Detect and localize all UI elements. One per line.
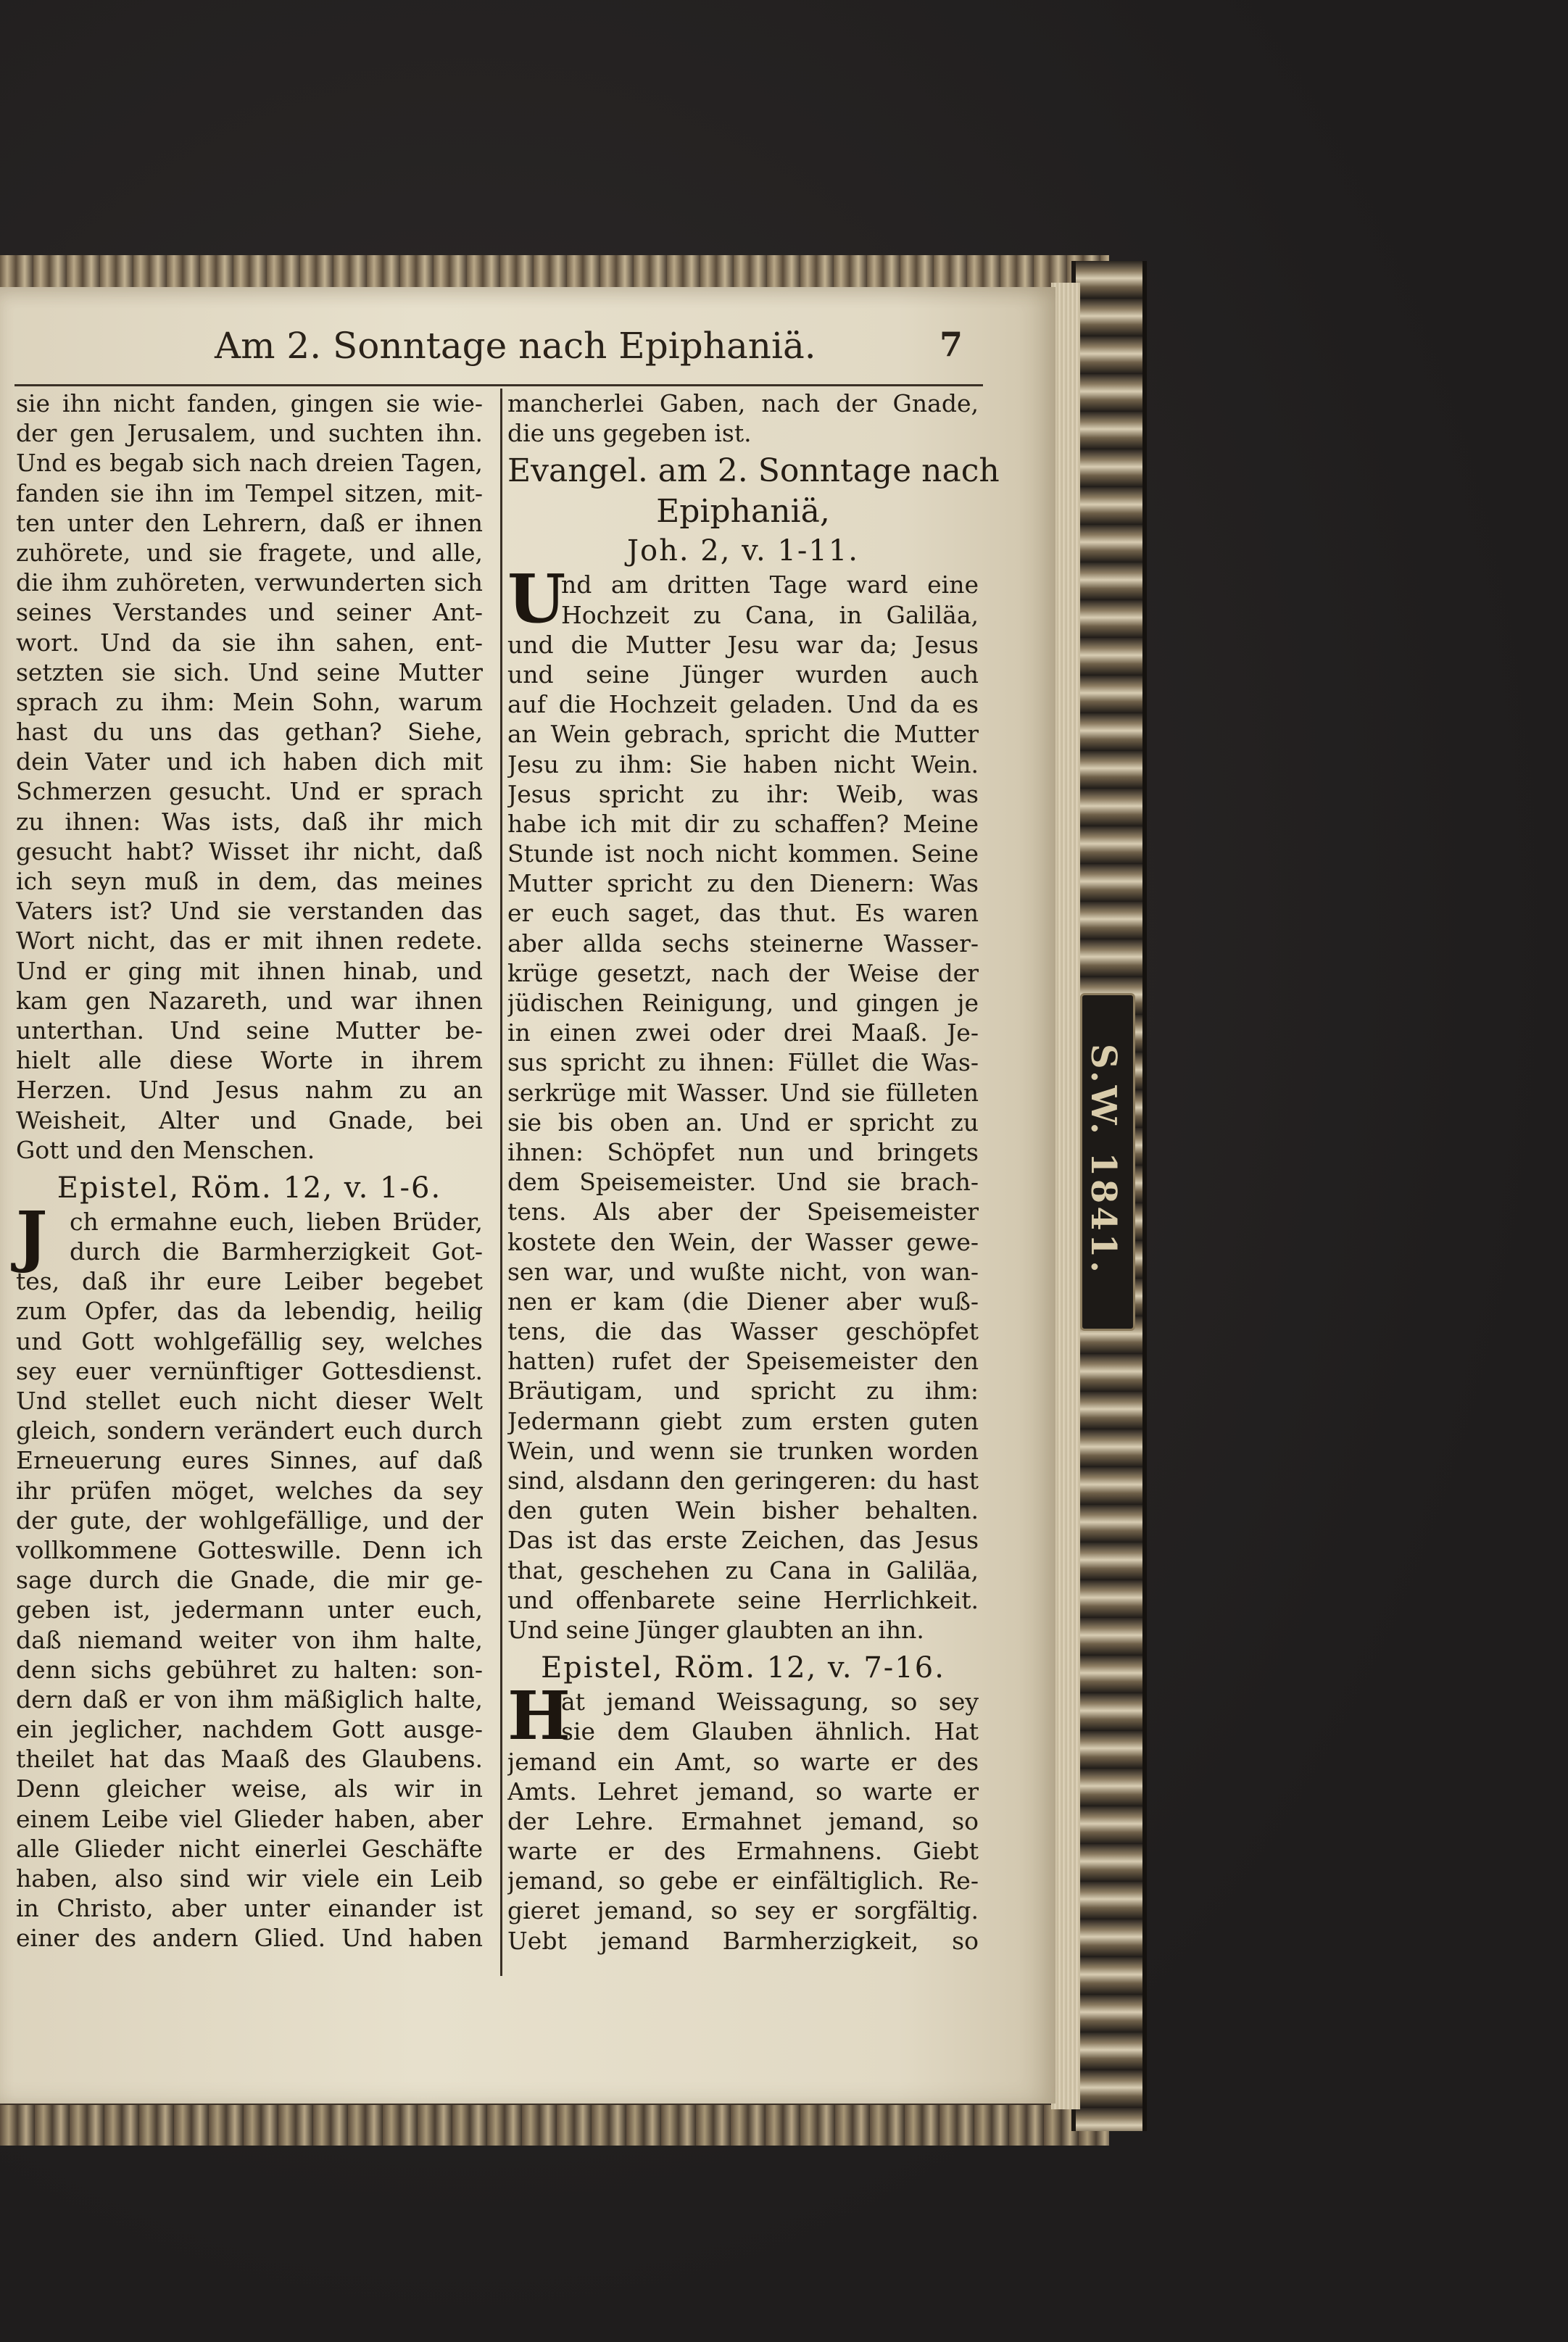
right-column bbox=[507, 389, 1000, 1956]
text-line: sie dem Glauben ähnlich. Hat bbox=[561, 1717, 979, 1746]
text-line: Amts. Lehret jemand, so warte er bbox=[507, 1777, 979, 1806]
text-line: sus spricht zu ihnen: Füllet die Was- bbox=[507, 1048, 979, 1077]
right-epistle-text bbox=[507, 1687, 979, 1956]
text-line: sind, alsdann den geringeren: du hast bbox=[507, 1466, 979, 1495]
text-line: tens, die das Wasser geschöpfet bbox=[507, 1317, 979, 1346]
text-line: krüge gesetzt, nach der Weise der bbox=[507, 958, 979, 987]
text-line: sie ihn nicht fanden, gingen sie wie- bbox=[16, 389, 483, 418]
text-line: kostete den Wein, der Wasser gewe- bbox=[507, 1227, 979, 1256]
left-epistle-title: Epistel, Röm. 12, v. 1-6. bbox=[57, 1171, 442, 1205]
text-line: that, geschehen zu Cana in Galiläa, bbox=[507, 1556, 979, 1585]
right-gospel-title-line2: Epiphaniä, bbox=[656, 493, 830, 531]
text-line: zum Opfer, das da lebendig, heilig bbox=[16, 1297, 483, 1326]
right-epistle-title: Epistel, Röm. 12, v. 7-16. bbox=[541, 1651, 945, 1685]
text-line: hatten) rufet der Speisemeister den bbox=[507, 1347, 979, 1376]
text-line: Wein, und wenn sie trunken worden bbox=[507, 1436, 979, 1465]
text-line: und seine Jünger wurden auch bbox=[507, 660, 979, 689]
text-line: seines Verstandes und seiner Ant- bbox=[16, 598, 483, 627]
text-line: sey euer vernünftiger Gottesdienst. bbox=[16, 1356, 483, 1385]
text-line: Bräutigam, und spricht zu ihm: bbox=[507, 1376, 979, 1405]
text-line: Vaters ist? Und sie verstanden das bbox=[16, 897, 483, 926]
text-line: der gen Jerusalem, und suchten ihn. bbox=[16, 419, 483, 448]
text-line: gieret jemand, so sey er sorgfältig. bbox=[507, 1896, 979, 1925]
text-line: zu ihnen: Was ists, daß ihr mich bbox=[16, 807, 483, 836]
text-line: hast du uns das gethan? Siehe, bbox=[16, 718, 483, 747]
text-line: und offenbarete seine Herrlichkeit. bbox=[507, 1585, 979, 1614]
book-bottom-edge bbox=[0, 2102, 1109, 2146]
right-epistle-dropcap: H bbox=[507, 1677, 571, 1756]
text-line: Hochzeit zu Cana, in Galiläa, bbox=[561, 600, 979, 629]
text-line: er euch saget, das thut. Es waren bbox=[507, 899, 979, 928]
text-line: in Christo, aber unter einander ist bbox=[16, 1894, 483, 1923]
text-line: in einen zwei oder drei Maaß. Je- bbox=[507, 1018, 979, 1047]
page-number: 7 bbox=[939, 325, 963, 364]
text-line: auf die Hochzeit geladen. Und da es bbox=[507, 690, 979, 719]
text-line: einem Leibe viel Glieder haben, aber bbox=[16, 1804, 483, 1833]
text-line: und die Mutter Jesu war da; Jesus bbox=[507, 630, 979, 659]
text-line: ich seyn muß in dem, das meines bbox=[16, 867, 483, 895]
text-line: fanden sie ihn im Tempel sitzen, mit- bbox=[16, 478, 483, 507]
text-line: Stunde ist noch nicht kommen. Seine bbox=[507, 839, 979, 868]
text-line: tes, daß ihr eure Leiber begebet bbox=[16, 1267, 483, 1296]
text-line: ch ermahne euch, lieben Brüder, bbox=[70, 1207, 483, 1236]
text-line: Gott und den Menschen. bbox=[16, 1135, 315, 1164]
text-line: habe ich mit dir zu schaffen? Meine bbox=[507, 809, 979, 838]
text-line: sage durch die Gnade, die mir ge- bbox=[16, 1566, 483, 1595]
text-line: setzten sie sich. Und seine Mutter bbox=[16, 657, 483, 686]
text-line: ten unter den Lehrern, daß er ihnen bbox=[16, 508, 483, 537]
text-line: aber allda sechs steinerne Wasser- bbox=[507, 929, 979, 958]
text-line: serkrüge mit Wasser. Und sie fülleten bbox=[507, 1078, 979, 1107]
right-epistle-block bbox=[507, 1677, 979, 1956]
text-line: Und seine Jünger glaubten an ihn. bbox=[507, 1615, 924, 1644]
text-line: der gute, der wohlgefällige, und der bbox=[16, 1506, 483, 1535]
right-gospel-title-line1: Evangel. am 2. Sonntage nach bbox=[507, 452, 1000, 490]
text-line: Jesu zu ihm: Sie haben nicht Wein. bbox=[507, 749, 979, 778]
text-line: sen war, und wußte nicht, von wan- bbox=[507, 1257, 979, 1286]
text-line: unterthan. Und seine Mutter be- bbox=[16, 1016, 483, 1045]
text-line: Jedermann giebt zum ersten guten bbox=[507, 1406, 979, 1435]
left-epistle-block bbox=[16, 1196, 483, 1953]
text-line: jemand ein Amt, so warte er des bbox=[507, 1747, 979, 1776]
right-gospel-reference: Joh. 2, v. 1-11. bbox=[626, 534, 860, 568]
text-line: der Lehre. Ermahnet jemand, so bbox=[507, 1806, 979, 1835]
running-header: Am 2. Sonntage nach Epiphaniä. bbox=[215, 325, 816, 367]
text-line: Erneuerung eures Sinnes, auf daß bbox=[16, 1446, 483, 1475]
text-line: Herzen. Und Jesus nahm zu an bbox=[16, 1076, 483, 1105]
text-line: Weisheit, Alter und Gnade, bei bbox=[16, 1105, 483, 1134]
text-line: dern daß er von ihm mäßiglich halte, bbox=[16, 1685, 483, 1714]
text-line: geben ist, jedermann unter euch, bbox=[16, 1595, 483, 1624]
text-line: mancherlei Gaben, nach der Gnade, bbox=[507, 389, 979, 418]
text-line: ihr prüfen möget, welches da sey bbox=[16, 1476, 483, 1505]
text-line: die uns gegeben ist. bbox=[507, 419, 752, 448]
right-gospel-block bbox=[507, 560, 979, 1645]
page-fore-edge bbox=[1051, 283, 1080, 2109]
text-line: Und er ging mit ihnen hinab, und bbox=[16, 956, 483, 985]
text-line: Und es begab sich nach dreien Tagen, bbox=[16, 449, 483, 478]
text-line: einer des andern Glied. Und haben bbox=[16, 1924, 483, 1953]
text-line: nd am dritten Tage ward eine bbox=[561, 570, 979, 599]
text-line: sie bis oben an. Und er spricht zu bbox=[507, 1108, 979, 1137]
text-line: Mutter spricht zu den Dienern: Was bbox=[507, 869, 979, 898]
text-line: den guten Wein bisher behalten. bbox=[507, 1496, 979, 1525]
right-gospel-dropcap: U bbox=[507, 560, 566, 639]
text-line: jüdischen Reinigung, und gingen je bbox=[507, 989, 979, 1017]
text-line: nen er kam (die Diener aber wuß- bbox=[507, 1287, 979, 1316]
text-line: sprach zu ihm: Mein Sohn, warum bbox=[16, 687, 483, 716]
text-line: die ihm zuhöreten, verwunderten sich bbox=[16, 568, 483, 597]
text-line: denn sichs gebühret zu halten: son- bbox=[16, 1655, 483, 1684]
text-line: Jesus spricht zu ihr: Weib, was bbox=[507, 779, 979, 808]
right-top-text bbox=[507, 389, 979, 448]
text-line: Schmerzen gesucht. Und er sprach bbox=[16, 777, 483, 806]
text-line: dem Speisemeister. Und sie brach- bbox=[507, 1168, 979, 1197]
left-epistle-text bbox=[16, 1207, 483, 1953]
text-line: dein Vater und ich haben dich mit bbox=[16, 747, 483, 776]
text-line: vollkommene Gotteswille. Denn ich bbox=[16, 1535, 483, 1564]
left-gospel-continuation bbox=[16, 389, 483, 1165]
text-line: ihnen: Schöpfet nun und bringets bbox=[507, 1137, 979, 1166]
text-line: kam gen Nazareth, und war ihnen bbox=[16, 986, 483, 1015]
left-column bbox=[16, 389, 483, 1953]
text-line: durch die Barmherzigkeit Got- bbox=[70, 1237, 483, 1266]
text-line: Und stellet euch nicht dieser Welt bbox=[16, 1387, 483, 1415]
text-line: haben, also sind wir viele ein Leib bbox=[16, 1864, 483, 1893]
right-gospel-text bbox=[507, 570, 979, 1645]
text-line: zuhörete, und sie fragete, und alle, bbox=[16, 538, 483, 567]
text-line: hielt alle diese Worte in ihrem bbox=[16, 1046, 483, 1075]
text-line: und Gott wohlgefällig sey, welches bbox=[16, 1326, 483, 1355]
text-line: gleich, sondern verändert euch durch bbox=[16, 1416, 483, 1445]
text-line: theilet hat das Maaß des Glaubens. bbox=[16, 1745, 483, 1774]
text-line: ein jeglicher, nachdem Gott ausge- bbox=[16, 1715, 483, 1744]
text-line: alle Glieder nicht einerlei Geschäfte bbox=[16, 1834, 483, 1863]
text-line: warte er des Ermahnens. Giebt bbox=[507, 1837, 979, 1866]
book-top-edge bbox=[0, 255, 1109, 291]
text-line: at jemand Weissagung, so sey bbox=[561, 1687, 979, 1716]
text-line: an Wein gebrach, spricht die Mutter bbox=[507, 720, 979, 749]
text-line: tens. Als aber der Speisemeister bbox=[507, 1197, 979, 1226]
text-line: jemand, so gebe er einfältiglich. Re- bbox=[507, 1866, 979, 1895]
spine-label-text: S.W. 1841. bbox=[1083, 1044, 1124, 1276]
text-line: Das ist das erste Zeichen, das Jesus bbox=[507, 1526, 979, 1555]
text-line: Uebt jemand Barmherzigkeit, so bbox=[507, 1926, 979, 1955]
text-line: wort. Und da sie ihn sahen, ent- bbox=[16, 628, 483, 657]
text-line: gesucht habt? Wisset ihr nicht, daß bbox=[16, 836, 483, 865]
text-line: daß niemand weiter von ihm halte, bbox=[16, 1625, 483, 1654]
header-rule bbox=[14, 384, 983, 386]
text-line: Denn gleicher weise, als wir in bbox=[16, 1774, 483, 1803]
left-epistle-dropcap: J bbox=[16, 1196, 48, 1275]
text-line: Wort nicht, das er mit ihnen redete. bbox=[16, 926, 483, 955]
column-rule bbox=[500, 389, 502, 1976]
